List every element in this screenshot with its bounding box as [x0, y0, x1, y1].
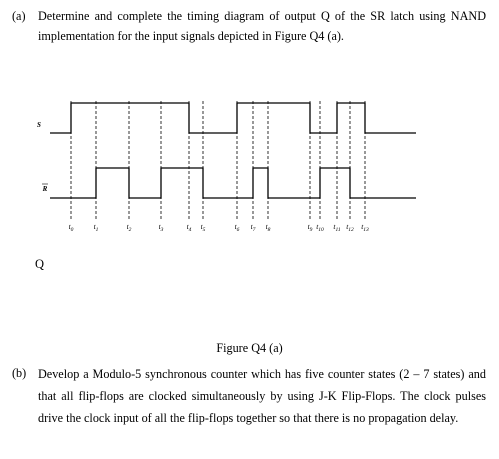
time-label-subscript: 7: [252, 227, 256, 233]
time-label-t9: $t_9$: [307, 222, 313, 233]
time-label-subscript: 11: [335, 227, 341, 233]
time-label-t4: $t_4$: [186, 222, 192, 233]
question-a-label: (a): [12, 9, 26, 23]
time-label-t8: $t_8$: [265, 222, 271, 233]
time-markers: [71, 101, 365, 221]
question-b-label: (b): [12, 366, 27, 380]
waveform-s: [50, 103, 416, 133]
signal-s-label: S: [37, 121, 41, 129]
question-b-text: Develop a Modulo-5 synchronous counter which has five counter states (2 – 7 states) and that all flip-flops are clocked simultaneously by using J-K Flip-Flops. The clock pulses drive the clock input of all the flip-flops together so that there is no propagation delay.: [38, 367, 486, 426]
output-q-label: Q: [35, 257, 45, 271]
time-label-t13: $t_{13}$: [361, 222, 369, 233]
signal-r-label: R: [42, 185, 48, 193]
time-label-subscript: 3: [160, 227, 164, 233]
time-label-t3: $t_3$: [158, 222, 164, 233]
time-label-t2: $t_2$: [126, 222, 132, 233]
time-label-t0: $t_0$: [68, 222, 74, 233]
time-label-subscript: 5: [202, 227, 206, 233]
time-label-t7: $t_7$: [250, 222, 256, 233]
time-label-subscript: 13: [363, 227, 369, 233]
time-label-subscript: 6: [236, 227, 240, 233]
time-label-subscript: 10: [318, 227, 324, 233]
waveform-r: [50, 168, 416, 198]
time-label-t1: $t_1$: [93, 222, 99, 233]
time-label-t5: $t_5$: [200, 222, 206, 233]
time-label-subscript: 1: [95, 227, 99, 233]
time-label-t11: $t_{11}$: [333, 222, 341, 233]
question-a-text: Determine and complete the timing diagram of output Q of the SR latch using NAND implementation for the input signals depicted in Figure Q4 (a).: [38, 9, 486, 43]
time-label-subscript: 9: [309, 227, 313, 233]
figure-caption: Figure Q4 (a): [216, 341, 283, 355]
time-label-t10: $t_{10}$: [316, 222, 324, 233]
time-label-subscript: 2: [128, 227, 132, 233]
time-label-subscript: 8: [267, 227, 271, 233]
time-label-subscript: 4: [188, 227, 192, 233]
time-label-t6: $t_6$: [234, 222, 240, 233]
time-label-t12: $t_{12}$: [346, 222, 354, 233]
time-label-subscript: 0: [70, 227, 74, 233]
timing-diagram: [0, 95, 499, 245]
time-label-subscript: 12: [348, 227, 354, 233]
time-labels: [69, 222, 369, 233]
